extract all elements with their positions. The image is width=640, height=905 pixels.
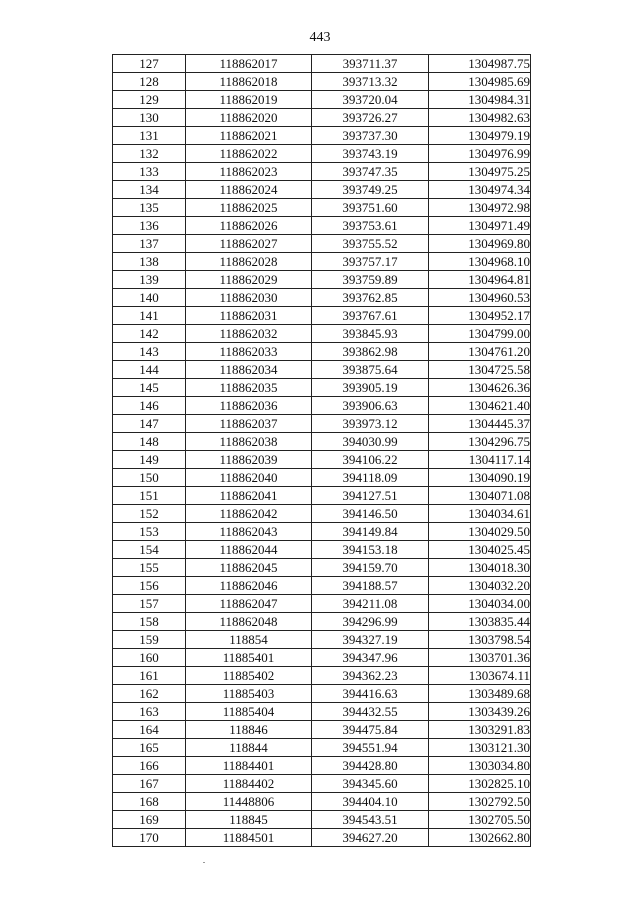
y-coordinate-cell: 1304979.19 [429, 127, 531, 145]
point-id-cell: 118862026 [186, 217, 312, 235]
row-number-cell: 133 [113, 163, 186, 181]
point-id-cell: 118862046 [186, 577, 312, 595]
table-row [113, 523, 531, 541]
row-number-cell: 162 [113, 685, 186, 703]
row-number-cell: 151 [113, 487, 186, 505]
x-coordinate-cell: 393711.37 [312, 55, 429, 73]
table-row [113, 541, 531, 559]
x-coordinate-cell: 393749.25 [312, 181, 429, 199]
point-id-cell: 118862038 [186, 433, 312, 451]
x-coordinate-cell: 394106.22 [312, 451, 429, 469]
x-coordinate-cell: 393862.98 [312, 343, 429, 361]
point-id-cell: 11448806 [186, 793, 312, 811]
y-coordinate-cell: 1304025.45 [429, 541, 531, 559]
point-id-cell: 118862043 [186, 523, 312, 541]
x-coordinate-cell: 394416.63 [312, 685, 429, 703]
y-coordinate-cell: 1302705.50 [429, 811, 531, 829]
row-number-cell: 132 [113, 145, 186, 163]
row-number-cell: 130 [113, 109, 186, 127]
row-number-cell: 150 [113, 469, 186, 487]
x-coordinate-cell: 394543.51 [312, 811, 429, 829]
table-row [113, 325, 531, 343]
x-coordinate-cell: 394404.10 [312, 793, 429, 811]
table-row [113, 487, 531, 505]
y-coordinate-cell: 1304987.75 [429, 55, 531, 73]
row-number-cell: 157 [113, 595, 186, 613]
row-number-cell: 145 [113, 379, 186, 397]
y-coordinate-cell: 1304968.10 [429, 253, 531, 271]
x-coordinate-cell: 394428.80 [312, 757, 429, 775]
y-coordinate-cell: 1303034.80 [429, 757, 531, 775]
table-row [113, 739, 531, 757]
y-coordinate-cell: 1304974.34 [429, 181, 531, 199]
y-coordinate-cell: 1303674.11 [429, 667, 531, 685]
table-row [113, 451, 531, 469]
x-coordinate-cell: 393875.64 [312, 361, 429, 379]
point-id-cell: 118862036 [186, 397, 312, 415]
table-row [113, 415, 531, 433]
y-coordinate-cell: 1304032.20 [429, 577, 531, 595]
y-coordinate-cell: 1303701.36 [429, 649, 531, 667]
row-number-cell: 137 [113, 235, 186, 253]
table-row [113, 127, 531, 145]
table-row [113, 199, 531, 217]
x-coordinate-cell: 394211.08 [312, 595, 429, 613]
y-coordinate-cell: 1303121.30 [429, 739, 531, 757]
x-coordinate-cell: 393743.19 [312, 145, 429, 163]
y-coordinate-cell: 1303439.26 [429, 703, 531, 721]
y-coordinate-cell: 1304964.81 [429, 271, 531, 289]
point-id-cell: 118862044 [186, 541, 312, 559]
y-coordinate-cell: 1304761.20 [429, 343, 531, 361]
table-row [113, 181, 531, 199]
y-coordinate-cell: 1304626.36 [429, 379, 531, 397]
point-id-cell: 118862034 [186, 361, 312, 379]
coordinates-table [112, 54, 531, 847]
table-row [113, 685, 531, 703]
row-number-cell: 134 [113, 181, 186, 199]
point-id-cell: 118862031 [186, 307, 312, 325]
y-coordinate-cell: 1304034.00 [429, 595, 531, 613]
point-id-cell: 118862024 [186, 181, 312, 199]
y-coordinate-cell: 1304071.08 [429, 487, 531, 505]
point-id-cell: 118862032 [186, 325, 312, 343]
table-row [113, 703, 531, 721]
point-id-cell: 118862027 [186, 235, 312, 253]
x-coordinate-cell: 393762.85 [312, 289, 429, 307]
row-number-cell: 139 [113, 271, 186, 289]
x-coordinate-cell: 394127.51 [312, 487, 429, 505]
y-coordinate-cell: 1303835.44 [429, 613, 531, 631]
x-coordinate-cell: 393726.27 [312, 109, 429, 127]
y-coordinate-cell: 1304799.00 [429, 325, 531, 343]
point-id-cell: 118862040 [186, 469, 312, 487]
point-id-cell: 118862041 [186, 487, 312, 505]
table-row [113, 721, 531, 739]
row-number-cell: 138 [113, 253, 186, 271]
point-id-cell: 118844 [186, 739, 312, 757]
row-number-cell: 135 [113, 199, 186, 217]
point-id-cell: 118845 [186, 811, 312, 829]
x-coordinate-cell: 393759.89 [312, 271, 429, 289]
row-number-cell: 155 [113, 559, 186, 577]
table-row [113, 145, 531, 163]
x-coordinate-cell: 393905.19 [312, 379, 429, 397]
x-coordinate-cell: 394327.19 [312, 631, 429, 649]
point-id-cell: 118862039 [186, 451, 312, 469]
y-coordinate-cell: 1303489.68 [429, 685, 531, 703]
point-id-cell: 118854 [186, 631, 312, 649]
row-number-cell: 154 [113, 541, 186, 559]
y-coordinate-cell: 1304975.25 [429, 163, 531, 181]
point-id-cell: 118862045 [186, 559, 312, 577]
table-row [113, 361, 531, 379]
row-number-cell: 163 [113, 703, 186, 721]
row-number-cell: 165 [113, 739, 186, 757]
table-row [113, 433, 531, 451]
row-number-cell: 128 [113, 73, 186, 91]
point-id-cell: 118862020 [186, 109, 312, 127]
y-coordinate-cell: 1304117.14 [429, 451, 531, 469]
table-row [113, 253, 531, 271]
row-number-cell: 168 [113, 793, 186, 811]
x-coordinate-cell: 394296.99 [312, 613, 429, 631]
x-coordinate-cell: 393720.04 [312, 91, 429, 109]
x-coordinate-cell: 394149.84 [312, 523, 429, 541]
row-number-cell: 140 [113, 289, 186, 307]
row-number-cell: 127 [113, 55, 186, 73]
table-row [113, 469, 531, 487]
point-id-cell: 118862023 [186, 163, 312, 181]
row-number-cell: 164 [113, 721, 186, 739]
point-id-cell: 118862022 [186, 145, 312, 163]
x-coordinate-cell: 394030.99 [312, 433, 429, 451]
row-number-cell: 161 [113, 667, 186, 685]
y-coordinate-cell: 1304029.50 [429, 523, 531, 541]
table-row [113, 811, 531, 829]
y-coordinate-cell: 1303291.83 [429, 721, 531, 739]
y-coordinate-cell: 1304971.49 [429, 217, 531, 235]
table-row [113, 343, 531, 361]
table-row [113, 613, 531, 631]
row-number-cell: 170 [113, 829, 186, 847]
table-row [113, 307, 531, 325]
x-coordinate-cell: 393753.61 [312, 217, 429, 235]
x-coordinate-cell: 393755.52 [312, 235, 429, 253]
row-number-cell: 149 [113, 451, 186, 469]
y-coordinate-cell: 1304960.53 [429, 289, 531, 307]
x-coordinate-cell: 393747.35 [312, 163, 429, 181]
row-number-cell: 153 [113, 523, 186, 541]
table-row [113, 577, 531, 595]
y-coordinate-cell: 1304982.63 [429, 109, 531, 127]
point-id-cell: 118862035 [186, 379, 312, 397]
row-number-cell: 142 [113, 325, 186, 343]
table-row [113, 595, 531, 613]
x-coordinate-cell: 394345.60 [312, 775, 429, 793]
x-coordinate-cell: 393713.32 [312, 73, 429, 91]
y-coordinate-cell: 1302792.50 [429, 793, 531, 811]
point-id-cell: 11885402 [186, 667, 312, 685]
page-number: 443 [309, 30, 331, 45]
point-id-cell: 11884402 [186, 775, 312, 793]
row-number-cell: 160 [113, 649, 186, 667]
row-number-cell: 144 [113, 361, 186, 379]
scan-speck [203, 862, 205, 863]
table-row [113, 271, 531, 289]
y-coordinate-cell: 1304725.58 [429, 361, 531, 379]
row-number-cell: 169 [113, 811, 186, 829]
x-coordinate-cell: 394551.94 [312, 739, 429, 757]
x-coordinate-cell: 394188.57 [312, 577, 429, 595]
point-id-cell: 118862021 [186, 127, 312, 145]
point-id-cell: 118862018 [186, 73, 312, 91]
table-row [113, 289, 531, 307]
row-number-cell: 148 [113, 433, 186, 451]
table-row [113, 757, 531, 775]
x-coordinate-cell: 394627.20 [312, 829, 429, 847]
table-row [113, 397, 531, 415]
table-row [113, 55, 531, 73]
row-number-cell: 141 [113, 307, 186, 325]
point-id-cell: 118862042 [186, 505, 312, 523]
table-row [113, 235, 531, 253]
y-coordinate-cell: 1304445.37 [429, 415, 531, 433]
table-row [113, 649, 531, 667]
y-coordinate-cell: 1302662.80 [429, 829, 531, 847]
x-coordinate-cell: 394146.50 [312, 505, 429, 523]
y-coordinate-cell: 1304972.98 [429, 199, 531, 217]
row-number-cell: 131 [113, 127, 186, 145]
row-number-cell: 129 [113, 91, 186, 109]
x-coordinate-cell: 393767.61 [312, 307, 429, 325]
point-id-cell: 118862028 [186, 253, 312, 271]
point-id-cell: 118862033 [186, 343, 312, 361]
x-coordinate-cell: 393973.12 [312, 415, 429, 433]
point-id-cell: 118862029 [186, 271, 312, 289]
point-id-cell: 118846 [186, 721, 312, 739]
table-row [113, 829, 531, 847]
point-id-cell: 11885403 [186, 685, 312, 703]
y-coordinate-cell: 1304034.61 [429, 505, 531, 523]
point-id-cell: 118862048 [186, 613, 312, 631]
point-id-cell: 118862025 [186, 199, 312, 217]
x-coordinate-cell: 394475.84 [312, 721, 429, 739]
table-body [113, 55, 531, 847]
x-coordinate-cell: 393737.30 [312, 127, 429, 145]
x-coordinate-cell: 394118.09 [312, 469, 429, 487]
point-id-cell: 11885401 [186, 649, 312, 667]
table-row [113, 73, 531, 91]
table-row [113, 505, 531, 523]
y-coordinate-cell: 1304985.69 [429, 73, 531, 91]
row-number-cell: 136 [113, 217, 186, 235]
point-id-cell: 118862019 [186, 91, 312, 109]
y-coordinate-cell: 1302825.10 [429, 775, 531, 793]
table-row [113, 91, 531, 109]
table-row [113, 667, 531, 685]
table-row [113, 631, 531, 649]
row-number-cell: 146 [113, 397, 186, 415]
row-number-cell: 159 [113, 631, 186, 649]
y-coordinate-cell: 1303798.54 [429, 631, 531, 649]
point-id-cell: 118862030 [186, 289, 312, 307]
y-coordinate-cell: 1304621.40 [429, 397, 531, 415]
y-coordinate-cell: 1304090.19 [429, 469, 531, 487]
table-row [113, 775, 531, 793]
x-coordinate-cell: 393845.93 [312, 325, 429, 343]
x-coordinate-cell: 394159.70 [312, 559, 429, 577]
x-coordinate-cell: 394347.96 [312, 649, 429, 667]
x-coordinate-cell: 394362.23 [312, 667, 429, 685]
table-row [113, 109, 531, 127]
x-coordinate-cell: 393751.60 [312, 199, 429, 217]
point-id-cell: 118862037 [186, 415, 312, 433]
table-row [113, 163, 531, 181]
row-number-cell: 167 [113, 775, 186, 793]
row-number-cell: 152 [113, 505, 186, 523]
table-row [113, 793, 531, 811]
y-coordinate-cell: 1304952.17 [429, 307, 531, 325]
y-coordinate-cell: 1304969.80 [429, 235, 531, 253]
point-id-cell: 11884501 [186, 829, 312, 847]
y-coordinate-cell: 1304976.99 [429, 145, 531, 163]
point-id-cell: 118862047 [186, 595, 312, 613]
x-coordinate-cell: 394432.55 [312, 703, 429, 721]
y-coordinate-cell: 1304018.30 [429, 559, 531, 577]
table-row [113, 379, 531, 397]
x-coordinate-cell: 393906.63 [312, 397, 429, 415]
y-coordinate-cell: 1304984.31 [429, 91, 531, 109]
row-number-cell: 143 [113, 343, 186, 361]
table-row [113, 559, 531, 577]
y-coordinate-cell: 1304296.75 [429, 433, 531, 451]
point-id-cell: 11885404 [186, 703, 312, 721]
point-id-cell: 118862017 [186, 55, 312, 73]
row-number-cell: 156 [113, 577, 186, 595]
table-row [113, 217, 531, 235]
row-number-cell: 147 [113, 415, 186, 433]
row-number-cell: 166 [113, 757, 186, 775]
row-number-cell: 158 [113, 613, 186, 631]
x-coordinate-cell: 393757.17 [312, 253, 429, 271]
point-id-cell: 11884401 [186, 757, 312, 775]
x-coordinate-cell: 394153.18 [312, 541, 429, 559]
